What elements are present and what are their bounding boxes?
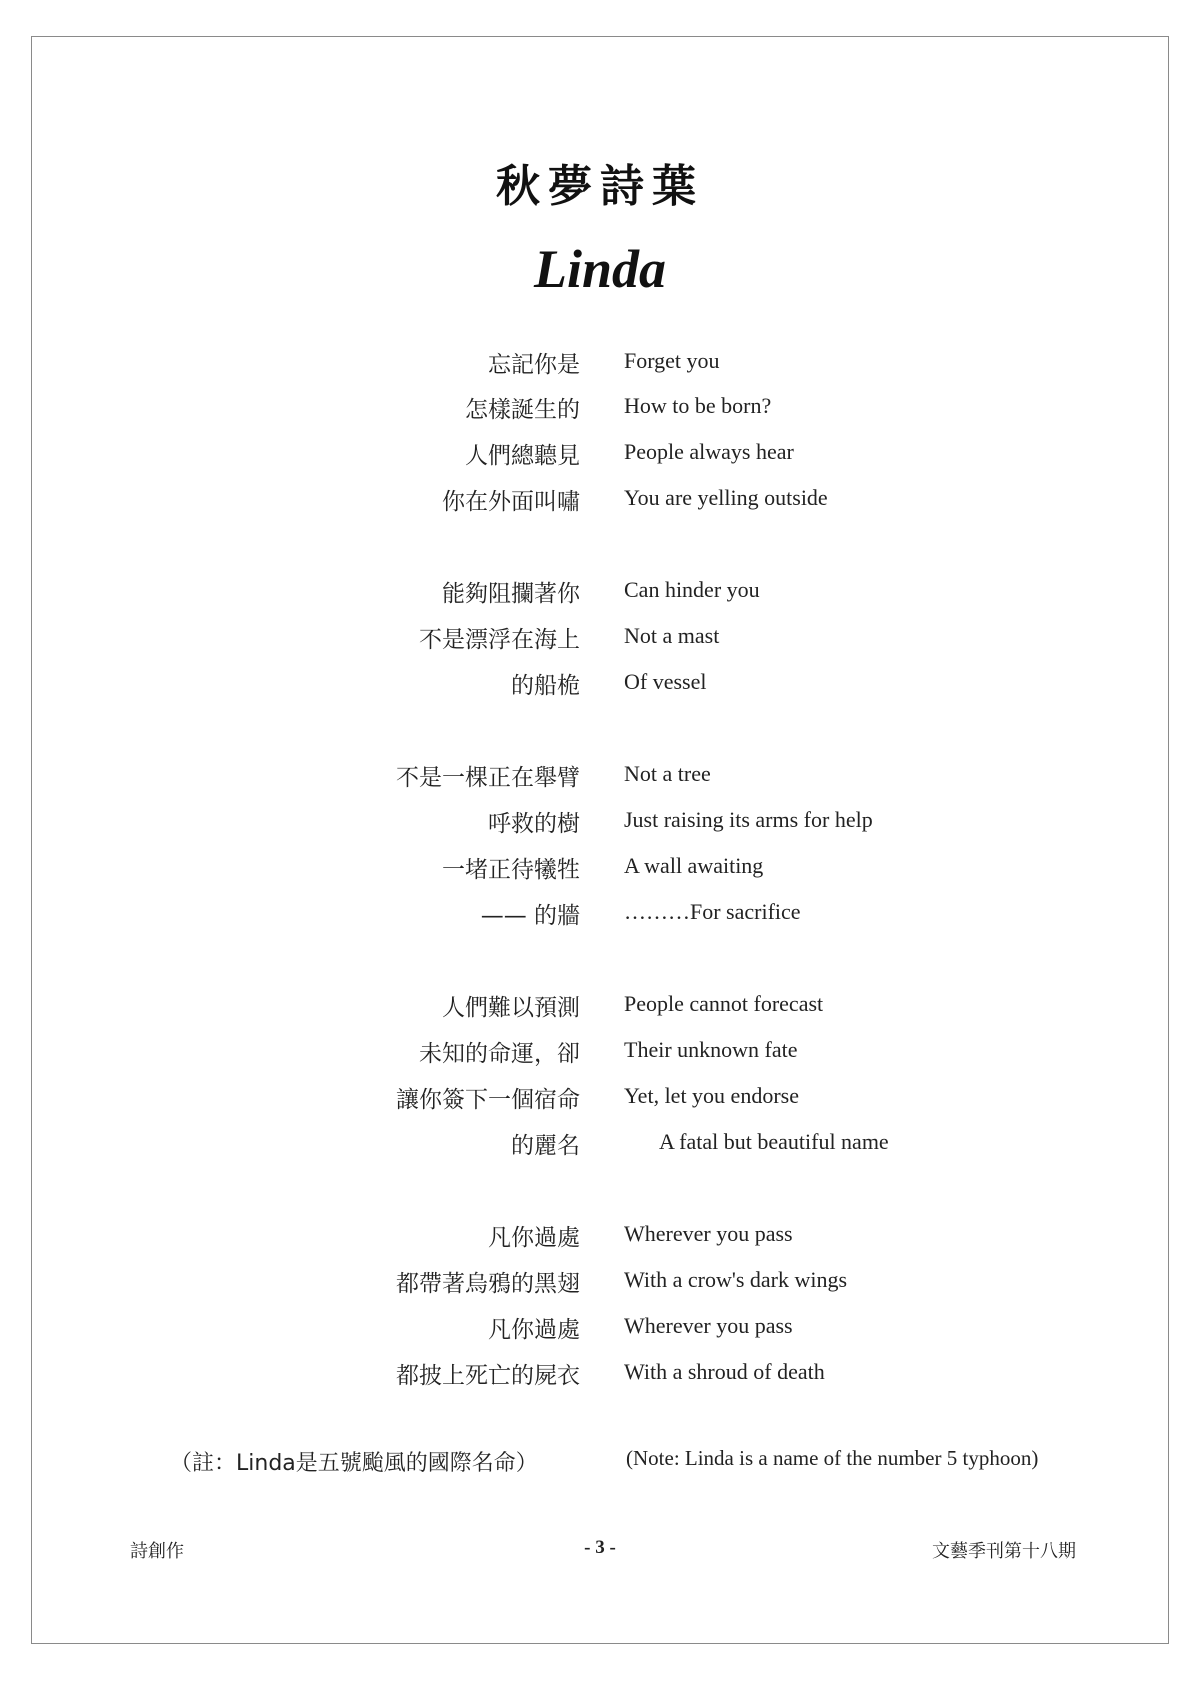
poem-line-en: Not a mast — [624, 623, 720, 648]
poem-line-en: Their unknown fate — [624, 1037, 798, 1062]
poem-line-zh: 呼救的樹 — [488, 811, 580, 837]
poem-subtitle: Linda — [533, 239, 667, 299]
poem-line-en: Yet, let you endorse — [624, 1083, 799, 1108]
footnote-zh: （註：Linda是五號颱風的國際名命） — [170, 1451, 538, 1476]
poem-line-zh: 讓你簽下一個宿命 — [396, 1087, 580, 1113]
page-number: - 3 - — [584, 1537, 616, 1558]
poem-line-en: Just raising its arms for help — [624, 807, 873, 832]
poem-title: 秋夢詩葉 — [496, 161, 704, 212]
poem-line-zh: 怎樣誕生的 — [465, 397, 580, 423]
poem-line-en: Not a tree — [624, 761, 711, 786]
poem-line-en: People cannot forecast — [624, 991, 824, 1016]
poem-line-en: A fatal but beautiful name — [659, 1129, 889, 1154]
footer-section-label: 詩創作 — [130, 1541, 184, 1562]
poem-line-en: How to be born? — [624, 393, 772, 418]
poem-line-zh: 你在外面叫嘯 — [442, 489, 580, 515]
poem-line-en: People always hear — [624, 439, 794, 464]
footnote-en: (Note: Linda is a name of the number 5 typhoon) — [626, 1446, 1039, 1470]
poem-line-en: Of vessel — [624, 669, 707, 694]
poem-line-zh: 凡你過處 — [488, 1317, 580, 1343]
footer-publication-label: 文藝季刊第十八期 — [932, 1541, 1076, 1562]
poem-line-zh: 未知的命運，卻 — [419, 1041, 580, 1067]
poem-line-zh: 凡你過處 — [488, 1225, 580, 1251]
poem-line-zh: 的船桅 — [511, 673, 580, 699]
poem-line-zh: 都披上死亡的屍衣 — [396, 1363, 580, 1389]
poem-line-zh: 不是一棵正在舉臂 — [396, 765, 580, 791]
poem-line-en: Wherever you pass — [624, 1221, 793, 1246]
poem-line-en: With a shroud of death — [624, 1359, 825, 1384]
poem-line-zh: 忘記你是 — [488, 352, 580, 378]
poem-line-zh: 人們總聽見 — [465, 443, 580, 469]
poem-line-zh: 人們難以預測 — [442, 995, 580, 1021]
poem-line-zh: 都帶著烏鴉的黑翅 — [396, 1271, 580, 1297]
poem-line-zh: 一堵正待犧牲 — [442, 857, 580, 883]
poem-line-zh: 能夠阻攔著你 — [442, 581, 580, 607]
poem-line-en: Can hinder you — [624, 577, 760, 602]
poem-line-zh: —— 的牆 — [480, 903, 580, 929]
poem-line-zh: 不是漂浮在海上 — [419, 627, 580, 653]
poem-line-en: A wall awaiting — [624, 853, 764, 878]
poem-line-en: ………For sacrifice — [624, 899, 801, 924]
poem-line-en: You are yelling outside — [624, 485, 828, 510]
poem-line-en: Wherever you pass — [624, 1313, 793, 1338]
poem-line-en: Forget you — [624, 348, 720, 373]
poem-line-zh: 的麗名 — [511, 1133, 580, 1159]
poem-line-en: With a crow's dark wings — [624, 1267, 848, 1292]
